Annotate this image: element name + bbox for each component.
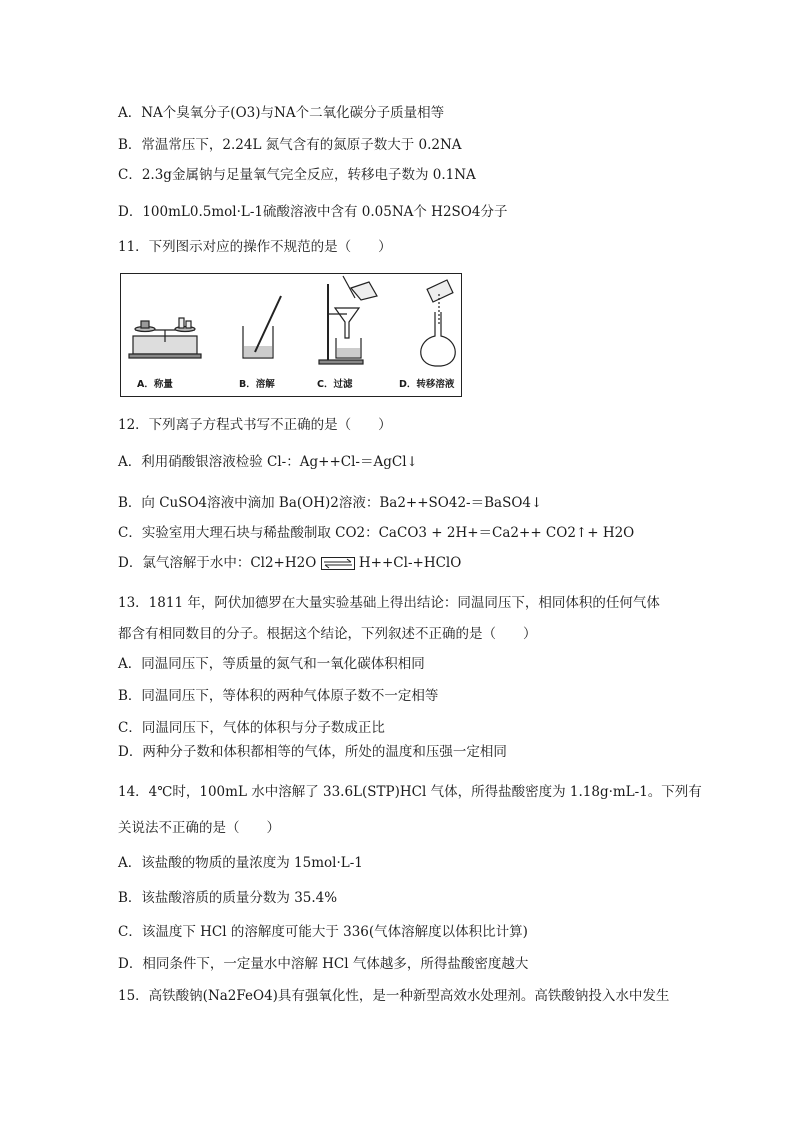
volumetric-flask-icon [421, 280, 456, 366]
q12-option-d [118, 554, 461, 572]
q10-option-d: D．100mL0.5mol·L-1硫酸溶液中含有 0.05NA个 H2SO4分子 [118, 204, 508, 220]
q12-option-c: C．实验室用大理石块与稀盐酸制取 CO2：CaCO3 + 2H+＝Ca2++ CO2↑+ H2O [118, 525, 635, 541]
q11-stem: 11．下列图示对应的操作不规范的是（ ） [118, 239, 392, 255]
q13-option-b: B．同温同压下，等体积的两种气体原子数不一定相等 [118, 688, 439, 704]
q13-option-d: D．两种分子数和体积都相等的气体，所处的温度和压强一定相同 [118, 744, 507, 760]
q14-stem-line-2: 关说法不正确的是（ ） [118, 820, 280, 836]
beaker-stirring-icon [243, 296, 281, 358]
equilibrium-arrow-icon [321, 557, 355, 570]
q13-option-c: C．同温同压下，气体的体积与分子数成正比 [118, 720, 385, 736]
q12-stem: 12．下列离子方程式书写不正确的是（ ） [118, 417, 392, 433]
q13-option-a: A．同温同压下，等质量的氮气和一氧化碳体积相同 [118, 656, 425, 672]
figure-label-c: C．过滤 [317, 379, 353, 390]
q10-option-c: C．2.3g金属钠与足量氧气完全反应，转移电子数为 0.1NA [118, 167, 476, 183]
q12-option-b: B．向 CuSO4溶液中滴加 Ba(OH)2溶液：Ba2++SO42-＝BaSO4↓ [118, 495, 543, 511]
balance-icon [129, 318, 201, 358]
figure-label-a: A．称量 [137, 379, 173, 390]
q12-option-d-right: H++Cl-+HClO [358, 555, 462, 571]
q14-option-d: D．相同条件下，一定量水中溶解 HCl 气体越多，所得盐酸密度越大 [118, 956, 529, 972]
q14-stem-line-1: 14．4℃时，100mL 水中溶解了 33.6L(STP)HCl 气体，所得盐酸密度为 1.18g·mL-1。下列有 [118, 784, 702, 800]
q12-option-d-left: D．氯气溶解于水中：Cl2+H2O [118, 555, 317, 571]
figure-label-d: D．转移溶液 [399, 379, 455, 390]
q13-stem-line-1: 13．1811 年，阿伏加德罗在大量实验基础上得出结论：同温同压下，相同体积的任何气体 [118, 595, 660, 611]
q10-option-a: A．NA个臭氧分子(O3)与NA个二氧化碳分子质量相等 [118, 105, 445, 121]
filtration-icon [319, 276, 377, 364]
q10-option-b: B．常温常压下，2.24L 氮气含有的氮原子数大于 0.2NA [118, 137, 462, 153]
q14-option-c: C．该温度下 HCl 的溶解度可能大于 336(气体溶解度以体积比计算) [118, 924, 528, 940]
lab-operations-figure [120, 273, 462, 397]
q13-stem-line-2: 都含有相同数目的分子。根据这个结论，下列叙述不正确的是（ ） [118, 626, 537, 642]
q12-option-a: A．利用硝酸银溶液检验 Cl-：Ag++Cl-＝AgCl↓ [118, 454, 418, 470]
q14-option-b: B．该盐酸溶质的质量分数为 35.4% [118, 890, 338, 906]
q15-stem-line-1: 15．高铁酸钠(Na2FeO4)具有强氧化性，是一种新型高效水处理剂。高铁酸钠投入水中发生 [118, 988, 670, 1004]
q14-option-a: A．该盐酸的物质的量浓度为 15mol·L-1 [118, 855, 363, 871]
figure-label-b: B．溶解 [239, 379, 275, 390]
